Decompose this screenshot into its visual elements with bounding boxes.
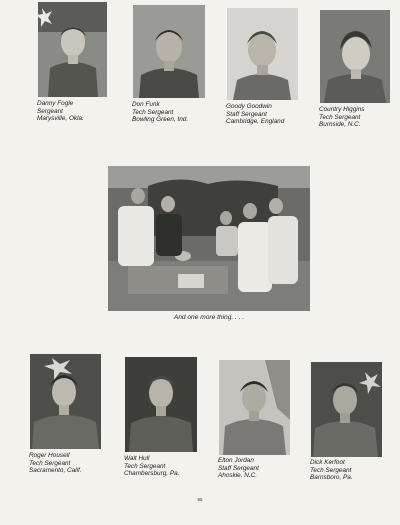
portrait-photo-hull	[125, 357, 197, 452]
name: Country Higgins	[319, 106, 365, 113]
caption-jordan	[218, 457, 259, 480]
name: Danny Fogle	[37, 100, 74, 107]
hometown: Bowling Green, Ind.	[132, 116, 189, 124]
name: Don Funk	[132, 101, 160, 108]
portrait-photo-jordan	[219, 360, 290, 455]
rank: Tech Sergeant	[124, 462, 166, 470]
name: Walt Hull	[124, 455, 150, 462]
name: Goody Goodwin	[226, 103, 272, 110]
caption-kerfoot	[310, 459, 353, 482]
hometown: Burnside, N.C.	[319, 121, 361, 129]
name: Elton Jordan	[218, 457, 254, 464]
rank: Tech Sergeant	[132, 108, 174, 116]
caption-goodwin	[226, 103, 284, 126]
rank: Tech Sergeant	[29, 459, 71, 467]
portrait-photo-funk	[133, 5, 205, 98]
hometown: Marysville, Okla.	[37, 115, 84, 123]
page-number: 95	[197, 497, 203, 502]
caption-funk	[132, 101, 188, 124]
name: Dick Kerfoot	[310, 459, 345, 466]
portrait-photo-fogle	[38, 2, 107, 97]
caption-housell	[29, 452, 82, 475]
hometown: Chambersburg, Pa.	[124, 470, 180, 478]
caption-fogle	[37, 100, 84, 123]
rank: Sergeant	[37, 107, 63, 115]
portrait-photo-higgins	[320, 10, 390, 103]
name: Roger Housell	[29, 452, 70, 459]
caption-hull	[124, 455, 179, 478]
caption-higgins	[319, 106, 364, 129]
portrait-photo-kerfoot	[311, 362, 382, 457]
rank: Staff Sergeant	[226, 110, 267, 118]
portrait-photo-goodwin	[227, 8, 298, 100]
hometown: Sacramento, Calif.	[29, 467, 82, 475]
rank: Tech Sergeant	[319, 113, 361, 121]
rank: Staff Sergeant	[218, 464, 259, 472]
group-photo-caption: And one more thing. . . .	[173, 314, 245, 321]
group-photo	[108, 166, 310, 311]
hometown: Ahoskie, N.C.	[218, 472, 258, 480]
portrait-photo-housell	[30, 354, 101, 449]
hometown: Cambridge, England	[226, 118, 285, 126]
hometown: Barnsboro, Pa.	[310, 474, 353, 482]
rank: Tech Sergeant	[310, 466, 352, 474]
